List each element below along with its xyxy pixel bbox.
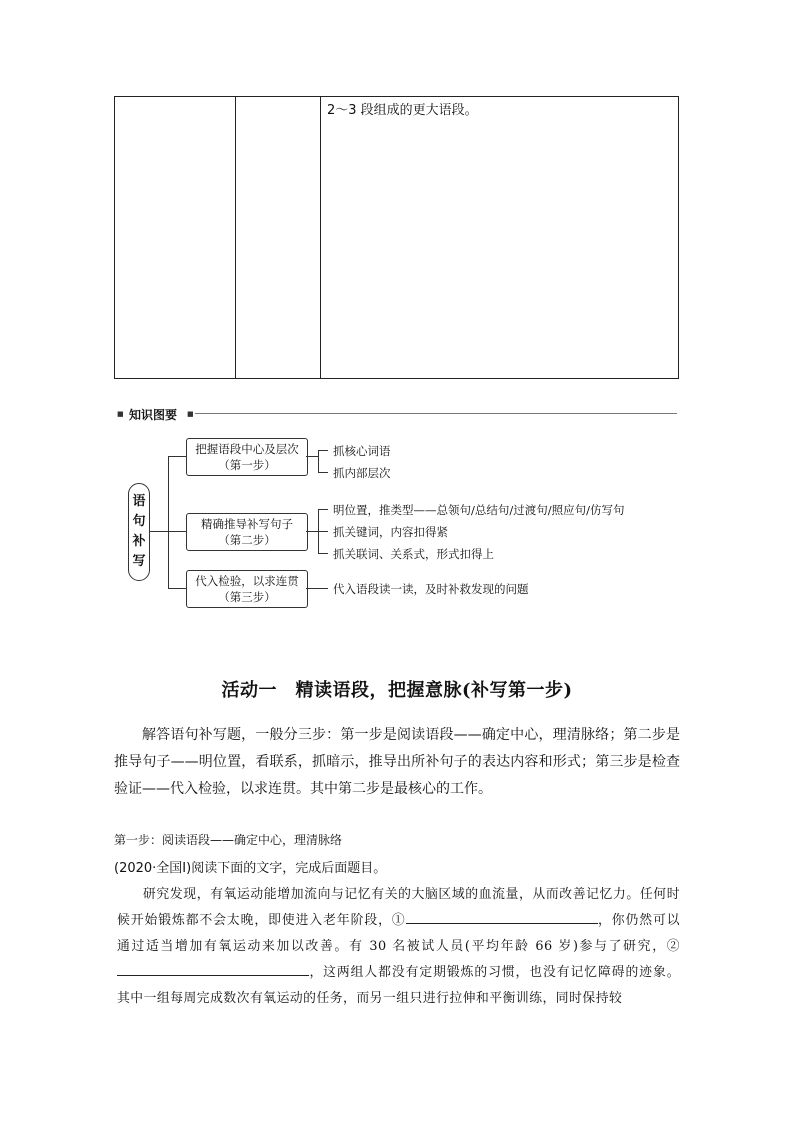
table-cell-text: 2～3 段组成的更大语段。 xyxy=(327,103,478,118)
step-box-3 xyxy=(186,570,308,608)
step-heading: 第一步：阅读语段——确定中心，理清脉络 xyxy=(114,833,343,847)
section-rule xyxy=(195,413,677,414)
leaf-item: 抓关联词、关系式，形式扣得上 xyxy=(333,547,494,561)
connector-line xyxy=(306,456,318,457)
step-number: （第三步） xyxy=(218,590,276,604)
square-bullet-icon: ■ xyxy=(187,410,194,418)
leaf-item: 抓内部层次 xyxy=(333,466,391,480)
step-number: （第二步） xyxy=(218,533,276,547)
connector-line xyxy=(318,450,328,451)
root-char: 写 xyxy=(132,554,146,569)
connector-line xyxy=(168,588,186,589)
question-source: (2020·全国Ⅰ)阅读下面的文字，完成后面题目。 xyxy=(114,861,387,876)
step-box-2 xyxy=(186,513,308,551)
step-label: 代入检验，以求连贯 xyxy=(195,574,299,588)
connector-line xyxy=(318,472,328,473)
step-label: 把握语段中心及层次 xyxy=(195,442,299,456)
section-title: 知识图要 xyxy=(129,408,178,422)
leaf-item: 代入语段读一读，及时补救发现的问题 xyxy=(333,582,529,596)
activity-title: 活动一 精读语段，把握意脉(补写第一步) xyxy=(221,680,573,701)
step-box-1 xyxy=(186,438,308,476)
connector-line xyxy=(168,456,169,588)
root-char: 句 xyxy=(132,514,146,529)
table-column-divider xyxy=(320,97,321,378)
table-column-divider xyxy=(235,97,236,378)
step-number: （第一步） xyxy=(218,458,276,472)
answer-blank-2[interactable] xyxy=(117,961,309,976)
connector-line xyxy=(168,456,186,457)
intro-paragraph: 解答语句补写题，一般分三步：第一步是阅读语段——确定中心，理清脉络；第二步是推导句子——明位置，看联系，抓暗示，推导出所补句子的表达内容和形式；第三步是检查验证——代入检验，以求连贯。其中第二步是最核心的工作。 xyxy=(114,727,680,797)
connector-line xyxy=(318,531,328,532)
connector-line xyxy=(306,588,328,589)
leaf-item: 明位置，推类型——总领句/总结句/过渡句/照应句/仿写句 xyxy=(333,503,625,517)
answer-blank-1[interactable] xyxy=(406,909,598,924)
continuation-table xyxy=(114,96,679,379)
leaf-item: 抓核心词语 xyxy=(333,444,391,458)
passage-text: ，你仍然可以通过适当增加有氧运动来加以改善。有 30 名被试人员(平均年龄 66 岁)参与了研究，② xyxy=(117,913,681,954)
connector-line xyxy=(318,450,319,472)
leaf-item: 抓关键词，内容扣得紧 xyxy=(333,525,448,539)
root-char: 补 xyxy=(132,534,146,549)
connector-line xyxy=(318,509,328,510)
connector-line xyxy=(150,531,168,532)
passage-text: ，这两组人都没有定期锻炼的习惯，也没有记忆障碍的迹象。其中一组每周完成数次有氧运动的任务，而另一组只进行拉伸和平衡训练，同时保持较 xyxy=(117,965,680,1006)
connector-line xyxy=(318,553,328,554)
passage-text: 研究发现，有氧运动能增加流向与记忆有关的大脑区域的血流量，从而改善记忆力。任何时候开始锻炼都不会太晚，即使进入老年阶段，① xyxy=(117,887,680,928)
connector-line xyxy=(306,531,318,532)
reading-passage xyxy=(117,882,680,1012)
square-bullet-icon: ■ xyxy=(117,410,124,418)
step-label: 精确推导补写句子 xyxy=(201,517,293,531)
mindmap-root xyxy=(128,483,150,581)
knowledge-map-header xyxy=(117,405,677,423)
root-char: 语 xyxy=(132,494,146,509)
connector-line xyxy=(168,531,186,532)
knowledge-mind-map xyxy=(114,436,694,616)
